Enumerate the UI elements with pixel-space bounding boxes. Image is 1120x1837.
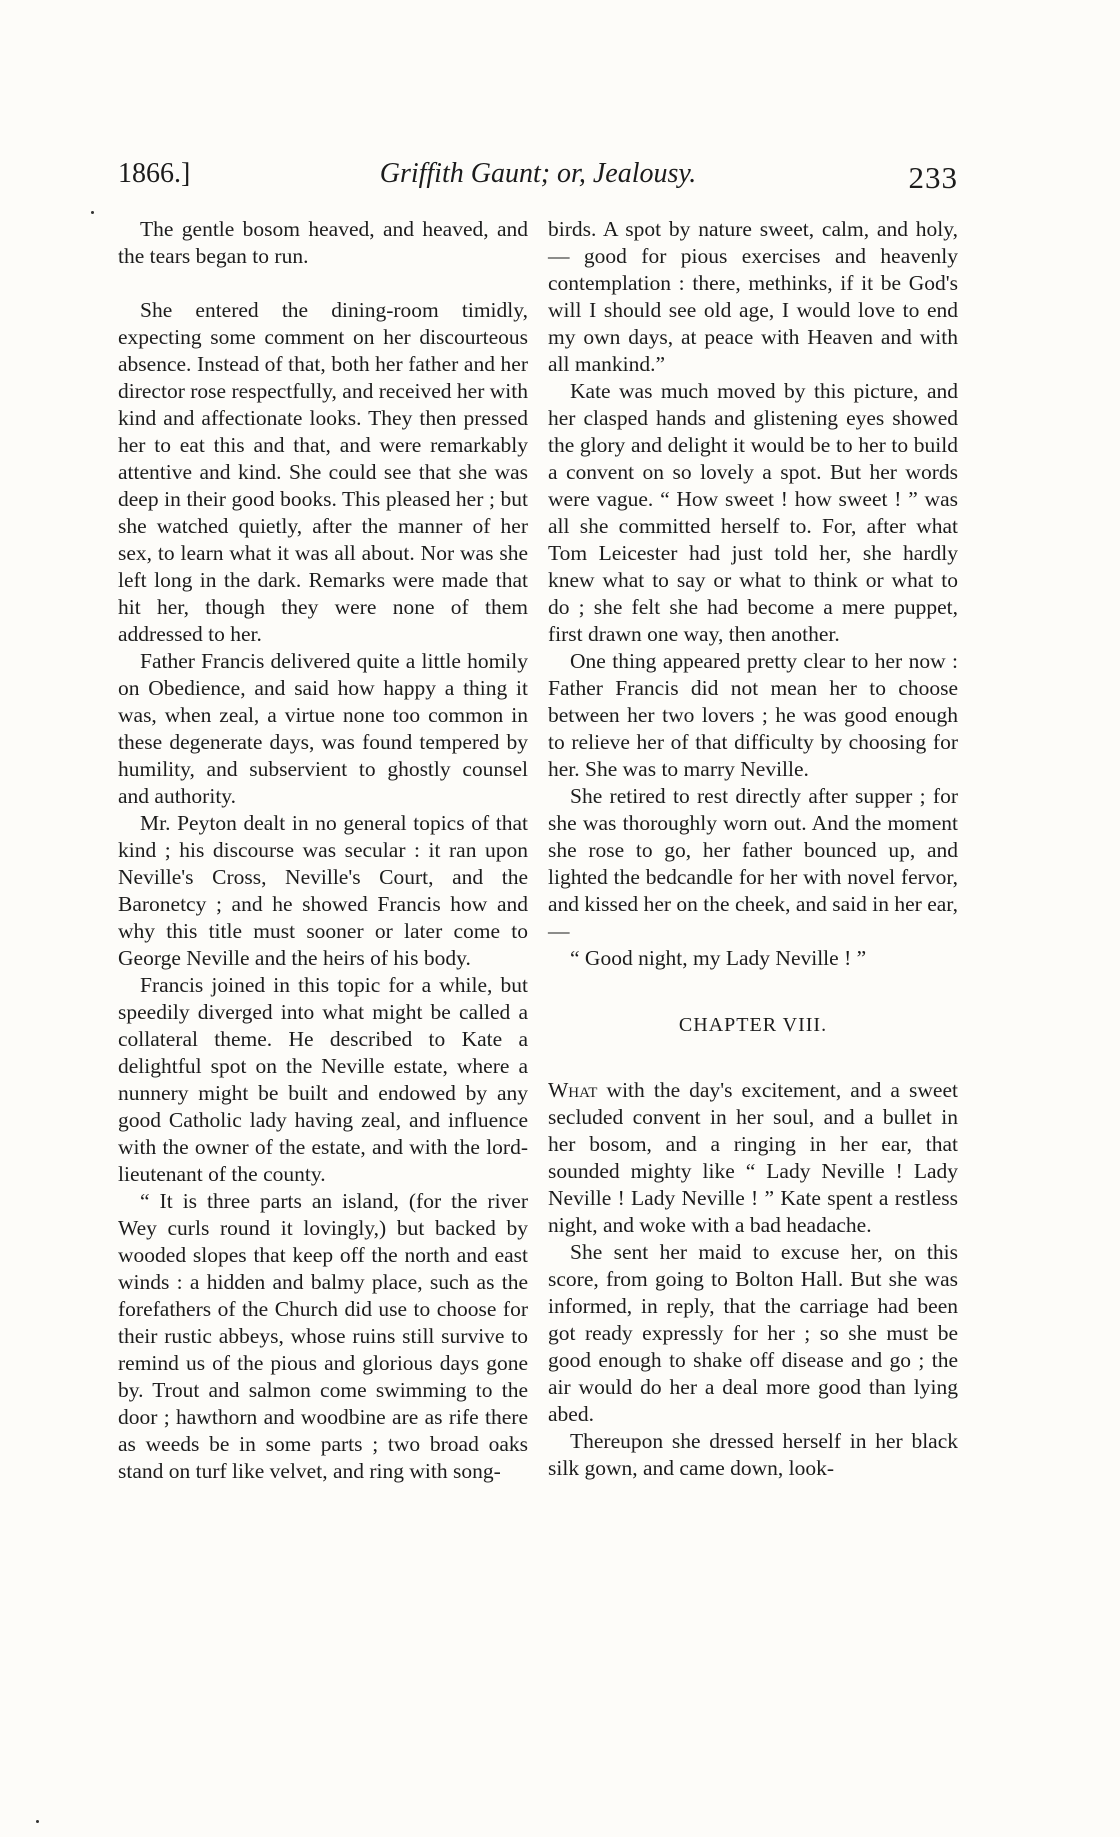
paragraph: Thereupon she dressed herself in her black silk gown, and came down, look-	[548, 1429, 958, 1480]
paragraph: Father Francis delivered quite a little homily on Obedience, and said how happy a thing it was, when zeal, a virtue none too common in these degenerate days, was found tempered by humility, and subservient to ghostly counsel and authority.	[118, 649, 528, 808]
paragraph: The gentle bosom heaved, and heaved, and the tears began to run.	[118, 217, 528, 268]
header-year: 1866.]	[118, 158, 191, 189]
chapter-opening-word: What	[548, 1078, 598, 1102]
paragraph: Francis joined in this topic for a while, but speedily diverged into what might be called a collateral theme. He described to Kate a delightful spot on the Neville estate, where a nunnery might be built and endowed by any good Catholic lady having zeal, and influence with the owner of the estate, and with the lord-lieutenant of the county.	[118, 973, 528, 1186]
paragraph: Kate was much moved by this picture, and her clasped hands and glistening eyes showed the glory and delight it would be to her to build a convent on so lovely a spot. But her words were vague. “ How sweet ! how sweet ! ” was all she committed herself to. For, after what Tom Leicester had just told her, she hardly knew what to say or what to think or what to do ; she felt she had become a mere puppet, first drawn one way, then another.	[548, 379, 958, 646]
header-title: Griffith Gaunt; or, Jealousy.	[379, 158, 697, 189]
paragraph: She retired to rest directly after supper ; for she was thoroughly worn out. And the moment she rose to go, her father bounced up, and lighted the bedcandle for her with novel fervor, and kissed her on the cheek, and said in her ear, —	[548, 784, 958, 943]
chapter-opening-text: with the day's excitement, and a sweet secluded convent in her soul, and a bullet in her bosom, and a ringing in her ear, that sounded mighty like “ Lady Neville ! Lady Neville ! Lady Neville ! ” Kate spent a restless night, and woke with a bad headache.	[548, 1078, 958, 1237]
page-number: 233	[908, 160, 958, 195]
paragraph: One thing appeared pretty clear to her now : Father Francis did not mean her to choose between her two lovers ; he was good enough to relieve her of that difficulty by choosing for her. She was to marry Neville.	[548, 649, 958, 781]
paragraph-continuation: birds. A spot by nature sweet, calm, and holy, — good for pious exercises and heavenly contemplation : there, methinks, if it be God's will I should see old age, I would love to end my own days, at peace with Heaven and with all mankind.”	[548, 217, 958, 376]
paragraph: She entered the dining-room timidly, expecting some comment on her discourteous absence. Instead of that, both her father and her director rose respectfully, and received her with kind and affectionate looks. They then pressed her to eat this and that, and were remarkably attentive and kind. She could see that she was deep in their good books. This pleased her ; but she watched quietly, after the manner of her sex, to learn what it was all about. Nor was she left long in the dark. Remarks were made that hit her, though they were none of them addressed to her.	[118, 298, 528, 646]
print-speck	[91, 211, 94, 214]
paragraph: She sent her maid to excuse her, on this score, from going to Bolton Hall. But she was informed, in reply, that the carriage had been got ready expressly for her ; so she must be good enough to shake off disease and go ; the air would do her a deal more good than lying abed.	[548, 1240, 958, 1426]
running-header	[118, 158, 958, 198]
chapter-heading: CHAPTER VIII.	[678, 1014, 828, 1036]
print-speck	[36, 1820, 39, 1823]
right-column	[548, 216, 958, 1482]
left-column	[118, 216, 528, 1485]
paragraph: “ Good night, my Lady Neville ! ”	[570, 946, 867, 970]
paragraph: Mr. Peyton dealt in no general topics of that kind ; his discourse was secular : it ran upon Neville's Cross, Neville's Court, and the Baronetcy ; and he showed Francis how and why this title must sooner or later come to George Neville and the heirs of his body.	[118, 811, 528, 970]
paragraph: “ It is three parts an island, (for the river Wey curls round it lovingly,) but backed by wooded slopes that keep off the north and east winds : a hidden and balmy place, such as the forefathers of the Church did use to choose for their rustic abbeys, whose ruins still survive to remind us of the pious and glorious days gone by. Trout and salmon come swimming to the door ; hawthorn and woodbine are as rife there as weeds be in some parts ; two broad oaks stand on turf like velvet, and ring with song-	[118, 1189, 528, 1483]
chapter-opening-paragraph	[548, 1077, 958, 1239]
